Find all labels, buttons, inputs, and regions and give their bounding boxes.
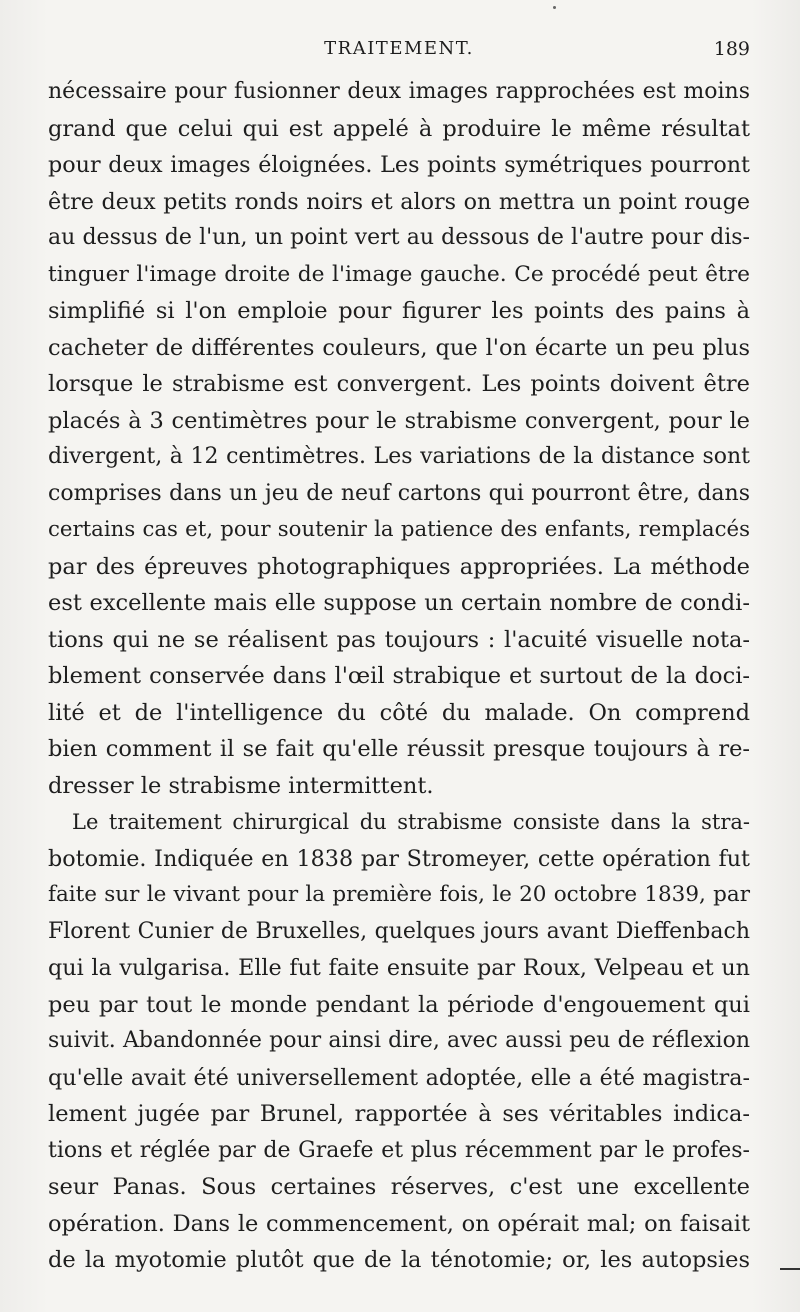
text-line: certains cas et, pour soutenir la patience des enfants, remplacés	[48, 517, 750, 542]
text-line: qu'elle avait été universellement adoptée, elle a été magistra-	[48, 1064, 750, 1091]
edge-mark	[780, 1268, 800, 1270]
text-line: pour deux images éloignées. Les points symétriques pourront	[48, 152, 750, 178]
page-number: 189	[713, 38, 750, 60]
running-title: TRAITEMENT.	[324, 38, 474, 59]
text-line: nécessaire pour fusionner deux images rapprochées est moins	[48, 79, 750, 104]
text-line: tinguer l'image droite de l'image gauche. Ce procédé peut être	[48, 261, 750, 287]
text-line: opération. Dans le commencement, on opérait mal; on faisait	[48, 1210, 750, 1237]
text-line: suivit. Abandonnée pour ainsi dire, avec aussi peu de réflexion	[48, 1028, 750, 1053]
text-line: lorsque le strabisme est convergent. Les points doivent être	[48, 371, 750, 397]
text-line: Florent Cunier de Bruxelles, quelques jours avant Dieffenbach	[48, 918, 750, 944]
paper-speck	[553, 6, 556, 9]
paragraph-2	[48, 804, 750, 1279]
text-line: cacheter de différentes couleurs, que l'on écarte un peu plus	[48, 334, 750, 361]
text-line: simplifié si l'on emploie pour figurer les points des pains à	[48, 298, 750, 324]
text-line: grand que celui qui est appelé à produire le même résultat	[48, 115, 750, 142]
text-line: botomie. Indiquée en 1838 par Stromeyer, cette opération fut	[48, 845, 750, 872]
text-line: blement conservée dans l'œil strabique et surtout de la doci-	[48, 663, 750, 689]
text-line: peu par tout le monde pendant la période d'engouement qui	[48, 991, 750, 1018]
text-line: dresser le strabisme intermittent.	[48, 772, 434, 799]
text-line: placés à 3 centimètres pour le strabisme convergent, pour le	[48, 407, 750, 434]
text-line: par des épreuves photographiques appropriées. La méthode	[48, 553, 750, 580]
text-line: bien comment il se fait qu'elle réussit presque toujours à re-	[48, 736, 750, 762]
text-line: être deux petits ronds noirs et alors on mettra un point rouge	[48, 188, 750, 215]
paragraph-1	[48, 74, 750, 804]
text-line: faite sur le vivant pour la première fois, le 20 octobre 1839, par	[48, 882, 750, 907]
text-line: qui la vulgarisa. Elle fut faite ensuite par Roux, Velpeau et un	[48, 955, 750, 981]
page-header	[48, 38, 750, 68]
text-line: lement jugée par Brunel, rapportée à ses véritables indica-	[48, 1101, 750, 1127]
text-line: comprises dans un jeu de neuf cartons qui pourront être, dans	[48, 480, 750, 506]
text-line: tions et réglée par de Graefe et plus récemment par le profes-	[48, 1137, 750, 1163]
text-line: est excellente mais elle suppose un certain nombre de condi-	[48, 590, 750, 616]
text-line: de la myotomie plutôt que de la ténotomie; or, les autopsies	[48, 1247, 750, 1273]
text-line: seur Panas. Sous certaines réserves, c'est une excellente	[48, 1174, 750, 1200]
text-line: divergent, à 12 centimètres. Les variations de la distance sont	[48, 444, 750, 469]
text-line: tions qui ne se réalisent pas toujours : l'acuité visuelle nota-	[48, 626, 750, 653]
text-line: au dessus de l'un, un point vert au dessous de l'autre pour dis-	[48, 225, 750, 250]
text-line: Le traitement chirurgical du strabisme consiste dans la stra-	[72, 810, 750, 834]
body-text	[48, 74, 750, 1279]
text-line: lité et de l'intelligence du côté du malade. On comprend	[48, 699, 750, 726]
